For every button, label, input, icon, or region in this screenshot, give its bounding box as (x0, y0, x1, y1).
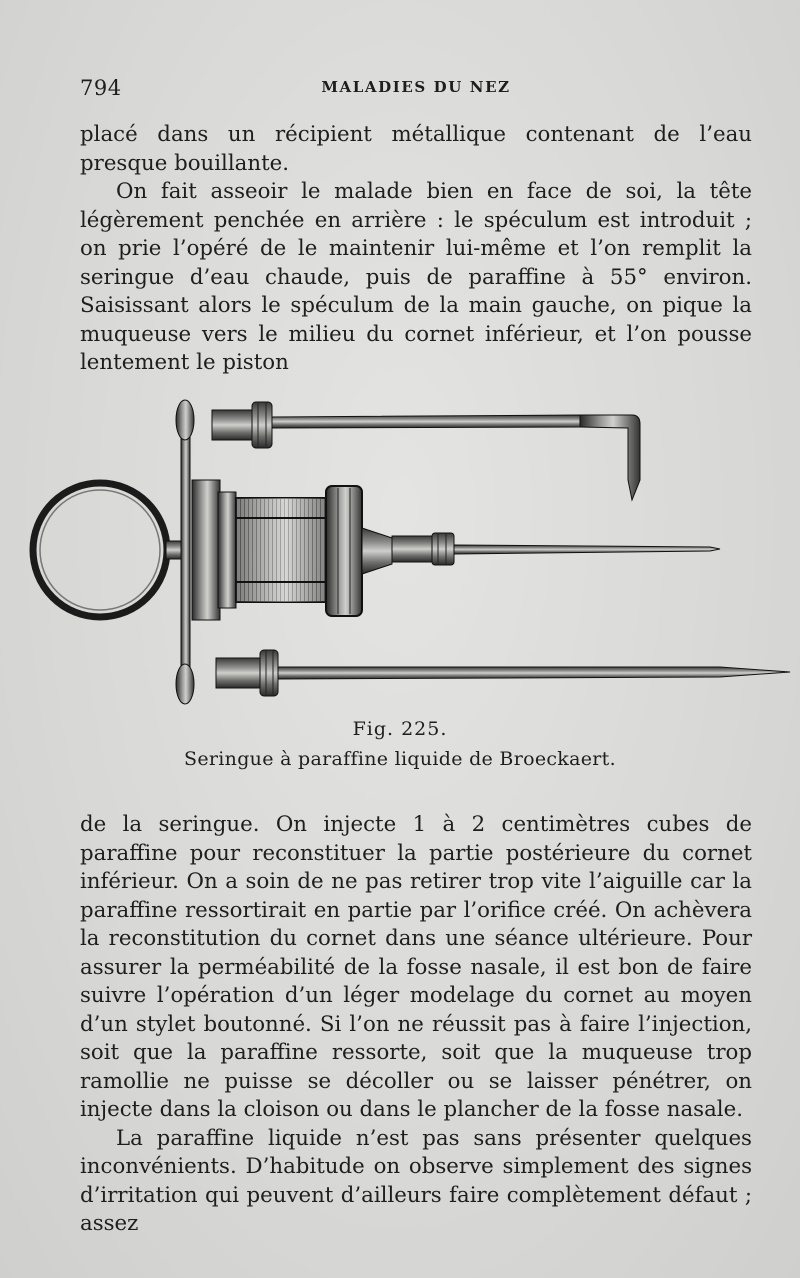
page-header (80, 76, 752, 106)
running-head: MALADIES DU NEZ (321, 78, 511, 96)
figure-caption: Seringue à paraffine liquide de Broeckaert. (184, 748, 616, 770)
figure-number: Fig. 225. (352, 718, 448, 740)
paragraph: de la seringue. On injecte 1 à 2 centimètres cubes de paraffine pour reconstituer la partie postérieure du cornet inférieur. On a soin de ne pas retirer trop vite l’aiguille car la paraffine ressortirait en partie par l’orifice créé. On achèvera la reconstitution du cornet dans une séance ultérieure. Pour assurer la perméabilité de la fosse nasale, il est bon de faire suivre l’opération d’un léger modelage du cornet au moyen d’un stylet boutonné. Si l’on ne réussit pas à faire l’injection, soit que la paraffine ressorte, soit que la muqueuse trop ramollie ne puisse se décoller ou se laisser pénétrer, on injecte dans la cloison ou dans le plancher de la fosse nasale. (80, 812, 752, 1122)
curved-cannula (212, 402, 640, 500)
paragraph: La paraffine liquide n’est pas sans présenter quelques inconvénients. D’habitude on observe simplement des signes d’irritation qui peuvent d’ailleurs faire complètement défaut ; assez (80, 1125, 752, 1236)
syringe-barrel (192, 480, 454, 620)
paragraph: placé dans un récipient métallique contenant de l’eau presque bouillante. (80, 122, 752, 176)
text-block-top (80, 121, 752, 378)
long-cannula (216, 650, 790, 696)
syringe-engraving (20, 388, 800, 718)
text-block-bottom (80, 811, 752, 1239)
main-needle (454, 545, 720, 554)
figure-225-illustration (20, 388, 800, 718)
page-number: 794 (80, 76, 122, 100)
paragraph: On fait asseoir le malade bien en face de soi, la tête légèrement penchée en arrière : le spéculum est introduit ; on prie l’opéré de le maintenir lui-même et l’on remplit la seringue d’eau chaude, puis de paraffine à 55° environ. Saisissant alors le spéculum de la main gauche, on pique la muqueuse vers le milieu du cornet inférieur, et l’on pousse lentement le piston (80, 179, 752, 375)
ring-handle (33, 483, 186, 617)
